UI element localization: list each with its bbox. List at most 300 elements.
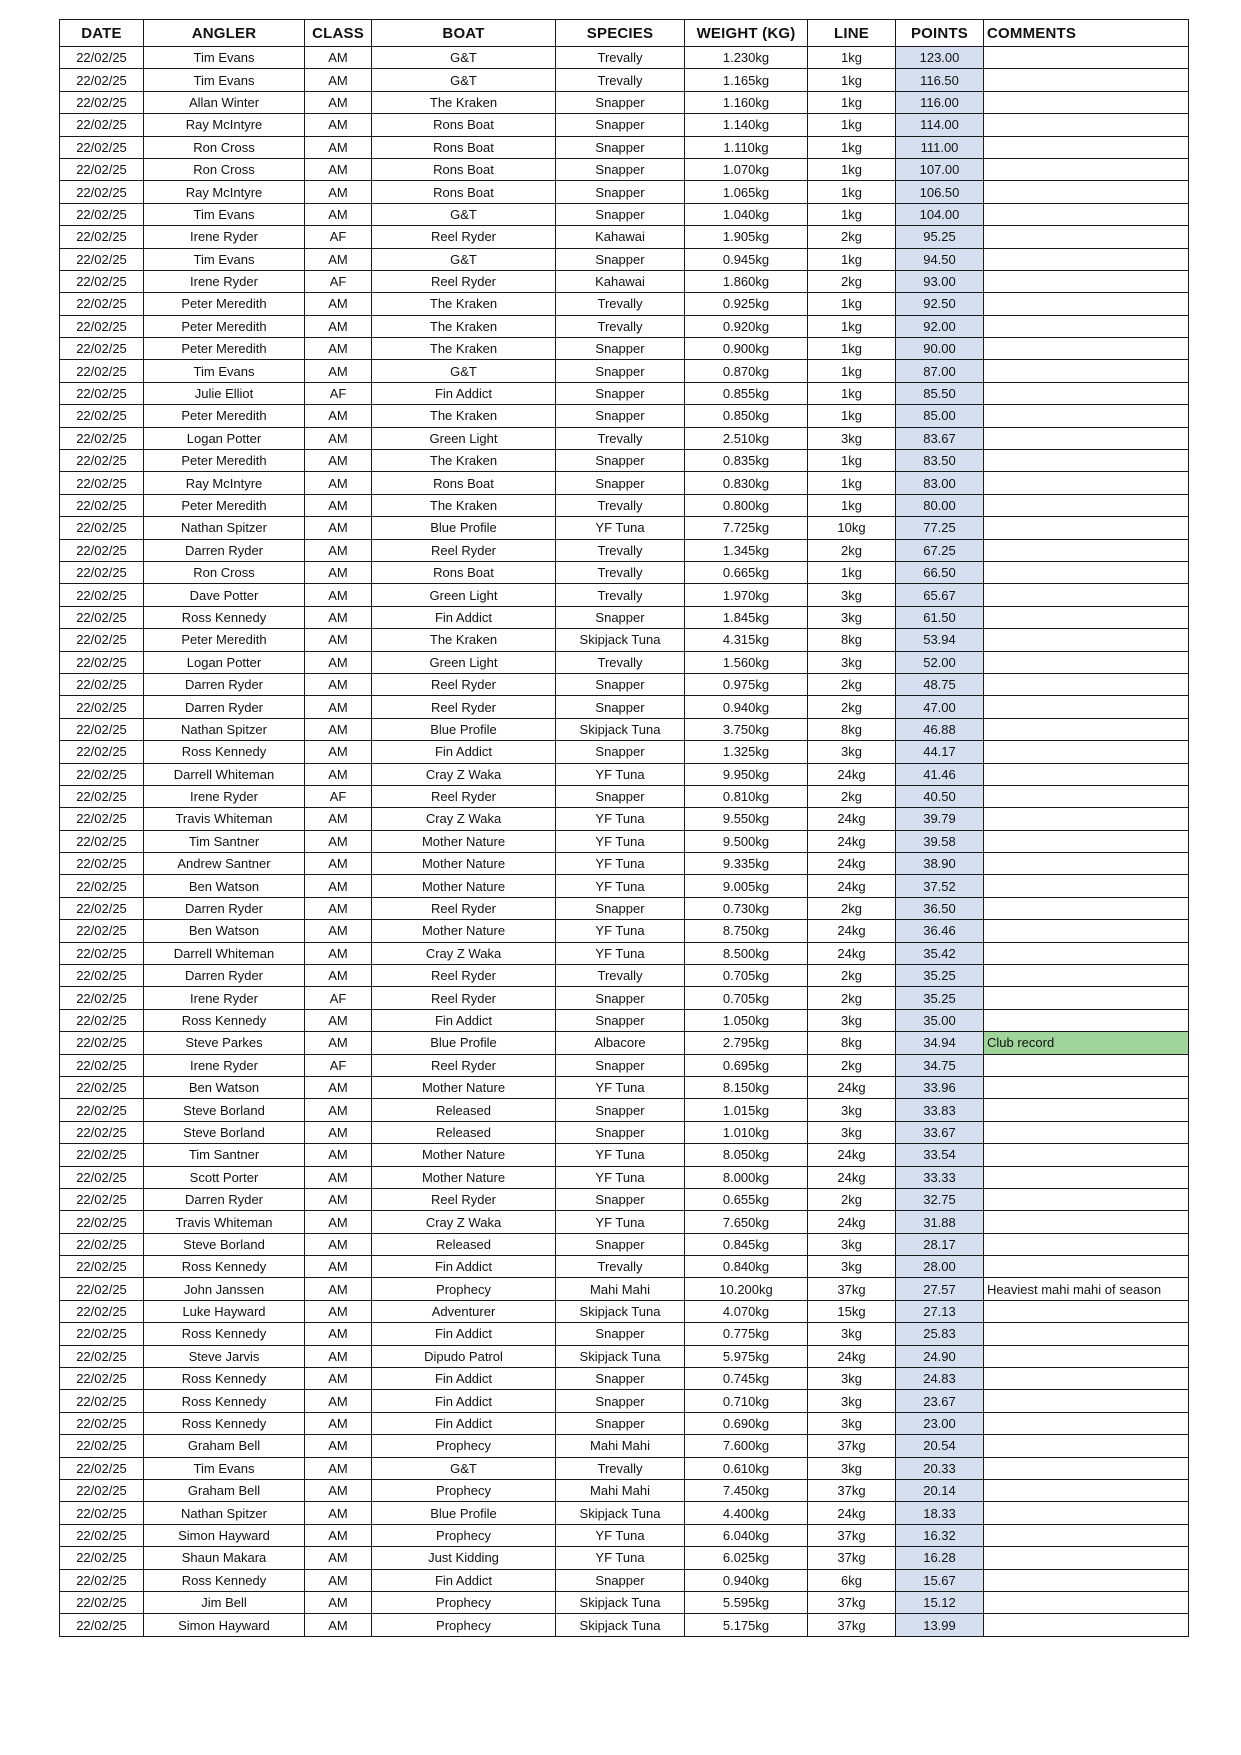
cell-boat: Reel Ryder: [372, 785, 556, 807]
cell-date: 22/02/25: [60, 651, 144, 673]
cell-comments: [984, 1256, 1189, 1278]
cell-angler: Logan Potter: [144, 651, 305, 673]
table-row: [60, 472, 1189, 494]
cell-species: YF Tuna: [556, 1211, 685, 1233]
cell-species: Skipjack Tuna: [556, 1502, 685, 1524]
cell-date: 22/02/25: [60, 561, 144, 583]
table-row: [60, 1009, 1189, 1031]
cell-weight: 4.315kg: [685, 629, 808, 651]
cell-date: 22/02/25: [60, 1323, 144, 1345]
cell-boat: Cray Z Waka: [372, 1211, 556, 1233]
cell-comments: [984, 942, 1189, 964]
cell-date: 22/02/25: [60, 1054, 144, 1076]
cell-weight: 8.750kg: [685, 920, 808, 942]
cell-date: 22/02/25: [60, 382, 144, 404]
cell-points: 53.94: [896, 629, 984, 651]
header-comments: COMMENTS: [984, 20, 1189, 47]
cell-comments: [984, 1614, 1189, 1636]
cell-points: 80.00: [896, 494, 984, 516]
cell-class: AM: [305, 897, 372, 919]
cell-species: Trevally: [556, 293, 685, 315]
cell-angler: Ross Kennedy: [144, 1256, 305, 1278]
table-row: [60, 673, 1189, 695]
cell-boat: Reel Ryder: [372, 539, 556, 561]
cell-boat: Rons Boat: [372, 136, 556, 158]
cell-species: Skipjack Tuna: [556, 1614, 685, 1636]
cell-boat: Mother Nature: [372, 830, 556, 852]
cell-date: 22/02/25: [60, 920, 144, 942]
cell-angler: Simon Hayward: [144, 1524, 305, 1546]
cell-date: 22/02/25: [60, 763, 144, 785]
cell-boat: Reel Ryder: [372, 270, 556, 292]
cell-boat: Cray Z Waka: [372, 763, 556, 785]
cell-weight: 9.550kg: [685, 808, 808, 830]
table-row: [60, 270, 1189, 292]
cell-class: AM: [305, 1256, 372, 1278]
cell-angler: Shaun Makara: [144, 1547, 305, 1569]
cell-date: 22/02/25: [60, 1524, 144, 1546]
cell-species: Snapper: [556, 91, 685, 113]
cell-line: 3kg: [808, 1256, 896, 1278]
cell-species: Trevally: [556, 427, 685, 449]
cell-points: 116.00: [896, 91, 984, 113]
cell-points: 28.00: [896, 1256, 984, 1278]
cell-weight: 6.025kg: [685, 1547, 808, 1569]
cell-line: 37kg: [808, 1524, 896, 1546]
cell-weight: 0.850kg: [685, 405, 808, 427]
table-row: [60, 405, 1189, 427]
cell-date: 22/02/25: [60, 673, 144, 695]
cell-comments: [984, 315, 1189, 337]
cell-date: 22/02/25: [60, 1368, 144, 1390]
cell-points: 107.00: [896, 158, 984, 180]
cell-boat: Fin Addict: [372, 606, 556, 628]
cell-comments: [984, 897, 1189, 919]
table-row: [60, 1054, 1189, 1076]
cell-weight: 0.975kg: [685, 673, 808, 695]
cell-weight: 1.050kg: [685, 1009, 808, 1031]
cell-class: AM: [305, 1233, 372, 1255]
cell-species: Snapper: [556, 158, 685, 180]
cell-date: 22/02/25: [60, 1547, 144, 1569]
cell-angler: Steve Parkes: [144, 1032, 305, 1054]
cell-line: 37kg: [808, 1614, 896, 1636]
cell-class: AM: [305, 942, 372, 964]
cell-angler: Ross Kennedy: [144, 1390, 305, 1412]
cell-angler: Ray McIntyre: [144, 114, 305, 136]
cell-comments: [984, 1569, 1189, 1591]
cell-date: 22/02/25: [60, 1390, 144, 1412]
cell-boat: The Kraken: [372, 315, 556, 337]
cell-boat: The Kraken: [372, 338, 556, 360]
cell-angler: Darren Ryder: [144, 897, 305, 919]
cell-points: 35.42: [896, 942, 984, 964]
cell-angler: Allan Winter: [144, 91, 305, 113]
cell-line: 24kg: [808, 920, 896, 942]
cell-date: 22/02/25: [60, 1256, 144, 1278]
cell-boat: Fin Addict: [372, 1569, 556, 1591]
cell-boat: G&T: [372, 248, 556, 270]
cell-line: 3kg: [808, 1390, 896, 1412]
table-row: [60, 561, 1189, 583]
cell-comments: [984, 1166, 1189, 1188]
table-row: [60, 360, 1189, 382]
cell-line: 3kg: [808, 584, 896, 606]
cell-line: 10kg: [808, 517, 896, 539]
cell-date: 22/02/25: [60, 1188, 144, 1210]
cell-angler: Peter Meredith: [144, 405, 305, 427]
cell-date: 22/02/25: [60, 315, 144, 337]
cell-date: 22/02/25: [60, 450, 144, 472]
cell-species: Snapper: [556, 136, 685, 158]
cell-angler: Darren Ryder: [144, 673, 305, 695]
cell-boat: Mother Nature: [372, 875, 556, 897]
cell-line: 3kg: [808, 1233, 896, 1255]
cell-boat: Reel Ryder: [372, 696, 556, 718]
cell-class: AM: [305, 91, 372, 113]
cell-class: AM: [305, 1009, 372, 1031]
cell-angler: Ray McIntyre: [144, 472, 305, 494]
cell-boat: Fin Addict: [372, 1323, 556, 1345]
cell-comments: [984, 382, 1189, 404]
cell-species: Kahawai: [556, 270, 685, 292]
cell-points: 16.28: [896, 1547, 984, 1569]
cell-line: 15kg: [808, 1300, 896, 1322]
cell-points: 52.00: [896, 651, 984, 673]
table-row: [60, 606, 1189, 628]
cell-weight: 2.510kg: [685, 427, 808, 449]
table-row: [60, 1368, 1189, 1390]
cell-line: 1kg: [808, 114, 896, 136]
cell-line: 1kg: [808, 382, 896, 404]
cell-date: 22/02/25: [60, 584, 144, 606]
cell-class: AM: [305, 1300, 372, 1322]
cell-boat: Rons Boat: [372, 114, 556, 136]
cell-weight: 0.800kg: [685, 494, 808, 516]
cell-comments: [984, 360, 1189, 382]
cell-species: Snapper: [556, 1569, 685, 1591]
cell-species: Snapper: [556, 1099, 685, 1121]
cell-comments: [984, 1435, 1189, 1457]
cell-class: AM: [305, 1457, 372, 1479]
table-row: [60, 987, 1189, 1009]
cell-weight: 8.500kg: [685, 942, 808, 964]
cell-species: YF Tuna: [556, 1076, 685, 1098]
cell-class: AM: [305, 673, 372, 695]
cell-angler: Steve Borland: [144, 1233, 305, 1255]
cell-species: Snapper: [556, 1390, 685, 1412]
cell-line: 3kg: [808, 1412, 896, 1434]
cell-angler: Darrell Whiteman: [144, 763, 305, 785]
cell-points: 16.32: [896, 1524, 984, 1546]
cell-line: 1kg: [808, 405, 896, 427]
cell-comments: [984, 763, 1189, 785]
cell-weight: 1.325kg: [685, 741, 808, 763]
table-row: [60, 136, 1189, 158]
cell-class: AM: [305, 718, 372, 740]
cell-date: 22/02/25: [60, 203, 144, 225]
cell-species: Snapper: [556, 360, 685, 382]
cell-line: 3kg: [808, 651, 896, 673]
cell-class: AM: [305, 158, 372, 180]
cell-weight: 5.175kg: [685, 1614, 808, 1636]
cell-date: 22/02/25: [60, 405, 144, 427]
cell-class: AM: [305, 1323, 372, 1345]
cell-points: 28.17: [896, 1233, 984, 1255]
cell-line: 24kg: [808, 763, 896, 785]
cell-species: Skipjack Tuna: [556, 629, 685, 651]
header-points: POINTS: [896, 20, 984, 47]
table-row: [60, 248, 1189, 270]
cell-comments: [984, 651, 1189, 673]
cell-species: Snapper: [556, 1323, 685, 1345]
cell-boat: Fin Addict: [372, 1009, 556, 1031]
cell-species: Snapper: [556, 696, 685, 718]
cell-points: 94.50: [896, 248, 984, 270]
table-row: [60, 1211, 1189, 1233]
cell-weight: 6.040kg: [685, 1524, 808, 1546]
cell-boat: G&T: [372, 1457, 556, 1479]
cell-points: 35.25: [896, 965, 984, 987]
cell-boat: Blue Profile: [372, 718, 556, 740]
cell-line: 37kg: [808, 1278, 896, 1300]
cell-class: AM: [305, 136, 372, 158]
cell-angler: Darren Ryder: [144, 539, 305, 561]
cell-class: AF: [305, 382, 372, 404]
cell-weight: 4.070kg: [685, 1300, 808, 1322]
cell-class: AM: [305, 203, 372, 225]
cell-boat: Cray Z Waka: [372, 808, 556, 830]
cell-angler: Irene Ryder: [144, 785, 305, 807]
cell-weight: 0.900kg: [685, 338, 808, 360]
cell-class: AM: [305, 629, 372, 651]
cell-species: YF Tuna: [556, 942, 685, 964]
header-boat: BOAT: [372, 20, 556, 47]
cell-weight: 0.845kg: [685, 1233, 808, 1255]
cell-class: AM: [305, 965, 372, 987]
cell-boat: Mother Nature: [372, 1166, 556, 1188]
table-row: [60, 450, 1189, 472]
cell-line: 24kg: [808, 1076, 896, 1098]
cell-boat: Reel Ryder: [372, 965, 556, 987]
cell-boat: Dipudo Patrol: [372, 1345, 556, 1367]
cell-class: AF: [305, 785, 372, 807]
cell-weight: 1.160kg: [685, 91, 808, 113]
table-row: [60, 853, 1189, 875]
cell-date: 22/02/25: [60, 1457, 144, 1479]
cell-line: 24kg: [808, 1166, 896, 1188]
cell-line: 24kg: [808, 875, 896, 897]
cell-points: 67.25: [896, 539, 984, 561]
cell-species: YF Tuna: [556, 1547, 685, 1569]
cell-boat: Mother Nature: [372, 853, 556, 875]
cell-weight: 0.920kg: [685, 315, 808, 337]
table-row: [60, 1144, 1189, 1166]
cell-angler: Steve Borland: [144, 1099, 305, 1121]
cell-angler: Ben Watson: [144, 920, 305, 942]
cell-points: 46.88: [896, 718, 984, 740]
table-row: [60, 539, 1189, 561]
cell-class: AF: [305, 226, 372, 248]
cell-angler: Tim Santner: [144, 830, 305, 852]
cell-line: 3kg: [808, 1009, 896, 1031]
cell-comments: [984, 584, 1189, 606]
cell-species: Snapper: [556, 1233, 685, 1255]
cell-boat: The Kraken: [372, 405, 556, 427]
cell-weight: 5.975kg: [685, 1345, 808, 1367]
cell-weight: 9.335kg: [685, 853, 808, 875]
catch-results-table: [59, 19, 1189, 1637]
cell-boat: Reel Ryder: [372, 897, 556, 919]
cell-angler: Darren Ryder: [144, 1188, 305, 1210]
cell-class: AM: [305, 315, 372, 337]
cell-weight: 0.710kg: [685, 1390, 808, 1412]
cell-date: 22/02/25: [60, 942, 144, 964]
table-row: [60, 427, 1189, 449]
cell-line: 3kg: [808, 1099, 896, 1121]
cell-points: 24.83: [896, 1368, 984, 1390]
cell-boat: Blue Profile: [372, 1502, 556, 1524]
cell-class: AM: [305, 472, 372, 494]
cell-points: 104.00: [896, 203, 984, 225]
table-row: [60, 1345, 1189, 1367]
cell-boat: The Kraken: [372, 91, 556, 113]
cell-boat: Reel Ryder: [372, 1054, 556, 1076]
cell-weight: 7.650kg: [685, 1211, 808, 1233]
cell-class: AM: [305, 875, 372, 897]
cell-species: YF Tuna: [556, 517, 685, 539]
cell-comments: [984, 69, 1189, 91]
cell-class: AM: [305, 1614, 372, 1636]
cell-weight: 5.595kg: [685, 1591, 808, 1613]
cell-boat: Mother Nature: [372, 920, 556, 942]
cell-boat: Adventurer: [372, 1300, 556, 1322]
cell-comments: Club record: [984, 1032, 1189, 1054]
cell-date: 22/02/25: [60, 472, 144, 494]
table-row: [60, 1524, 1189, 1546]
cell-species: YF Tuna: [556, 830, 685, 852]
cell-line: 2kg: [808, 270, 896, 292]
cell-line: 24kg: [808, 942, 896, 964]
table-row: [60, 1547, 1189, 1569]
cell-weight: 1.140kg: [685, 114, 808, 136]
cell-points: 36.50: [896, 897, 984, 919]
cell-class: AF: [305, 987, 372, 1009]
cell-class: AM: [305, 651, 372, 673]
cell-species: Snapper: [556, 382, 685, 404]
cell-boat: Reel Ryder: [372, 226, 556, 248]
cell-species: YF Tuna: [556, 1144, 685, 1166]
cell-weight: 0.745kg: [685, 1368, 808, 1390]
cell-species: Snapper: [556, 114, 685, 136]
cell-points: 13.99: [896, 1614, 984, 1636]
cell-line: 8kg: [808, 629, 896, 651]
cell-date: 22/02/25: [60, 114, 144, 136]
cell-points: 83.50: [896, 450, 984, 472]
cell-date: 22/02/25: [60, 338, 144, 360]
cell-line: 1kg: [808, 203, 896, 225]
cell-date: 22/02/25: [60, 1121, 144, 1143]
table-header: [60, 20, 1189, 47]
cell-species: Trevally: [556, 494, 685, 516]
cell-angler: Travis Whiteman: [144, 1211, 305, 1233]
cell-points: 123.00: [896, 47, 984, 69]
table-row: [60, 1435, 1189, 1457]
cell-species: YF Tuna: [556, 853, 685, 875]
cell-angler: Ross Kennedy: [144, 1412, 305, 1434]
cell-angler: Logan Potter: [144, 427, 305, 449]
cell-line: 3kg: [808, 1323, 896, 1345]
cell-weight: 1.560kg: [685, 651, 808, 673]
cell-angler: Ron Cross: [144, 561, 305, 583]
cell-species: YF Tuna: [556, 763, 685, 785]
cell-date: 22/02/25: [60, 1166, 144, 1188]
cell-points: 20.14: [896, 1480, 984, 1502]
cell-comments: [984, 1144, 1189, 1166]
cell-line: 37kg: [808, 1435, 896, 1457]
cell-angler: Tim Evans: [144, 203, 305, 225]
cell-weight: 1.040kg: [685, 203, 808, 225]
cell-date: 22/02/25: [60, 181, 144, 203]
cell-comments: [984, 405, 1189, 427]
cell-species: Snapper: [556, 741, 685, 763]
cell-boat: Just Kidding: [372, 1547, 556, 1569]
cell-line: 3kg: [808, 606, 896, 628]
cell-comments: [984, 1480, 1189, 1502]
cell-weight: 8.000kg: [685, 1166, 808, 1188]
cell-species: Mahi Mahi: [556, 1480, 685, 1502]
table-body: [60, 47, 1189, 1637]
cell-line: 2kg: [808, 539, 896, 561]
cell-boat: Released: [372, 1099, 556, 1121]
cell-comments: [984, 1233, 1189, 1255]
cell-weight: 0.925kg: [685, 293, 808, 315]
cell-boat: G&T: [372, 360, 556, 382]
cell-class: AM: [305, 1502, 372, 1524]
table-row: [60, 696, 1189, 718]
cell-species: Snapper: [556, 1121, 685, 1143]
cell-comments: [984, 517, 1189, 539]
table-row: [60, 1166, 1189, 1188]
cell-species: Mahi Mahi: [556, 1435, 685, 1457]
cell-angler: Nathan Spitzer: [144, 718, 305, 740]
table-row: [60, 785, 1189, 807]
cell-class: AM: [305, 338, 372, 360]
cell-points: 15.12: [896, 1591, 984, 1613]
cell-line: 24kg: [808, 830, 896, 852]
table-row: [60, 1390, 1189, 1412]
cell-class: AM: [305, 1435, 372, 1457]
cell-species: Snapper: [556, 450, 685, 472]
cell-date: 22/02/25: [60, 696, 144, 718]
cell-points: 37.52: [896, 875, 984, 897]
cell-comments: [984, 696, 1189, 718]
table-row: [60, 1099, 1189, 1121]
table-row: [60, 181, 1189, 203]
cell-boat: Released: [372, 1121, 556, 1143]
cell-date: 22/02/25: [60, 897, 144, 919]
cell-class: AM: [305, 696, 372, 718]
cell-species: Snapper: [556, 785, 685, 807]
table-row: [60, 1121, 1189, 1143]
table-row: [60, 293, 1189, 315]
cell-weight: 7.600kg: [685, 1435, 808, 1457]
cell-boat: Prophecy: [372, 1614, 556, 1636]
cell-date: 22/02/25: [60, 1435, 144, 1457]
cell-line: 1kg: [808, 248, 896, 270]
cell-date: 22/02/25: [60, 1614, 144, 1636]
cell-comments: [984, 1121, 1189, 1143]
